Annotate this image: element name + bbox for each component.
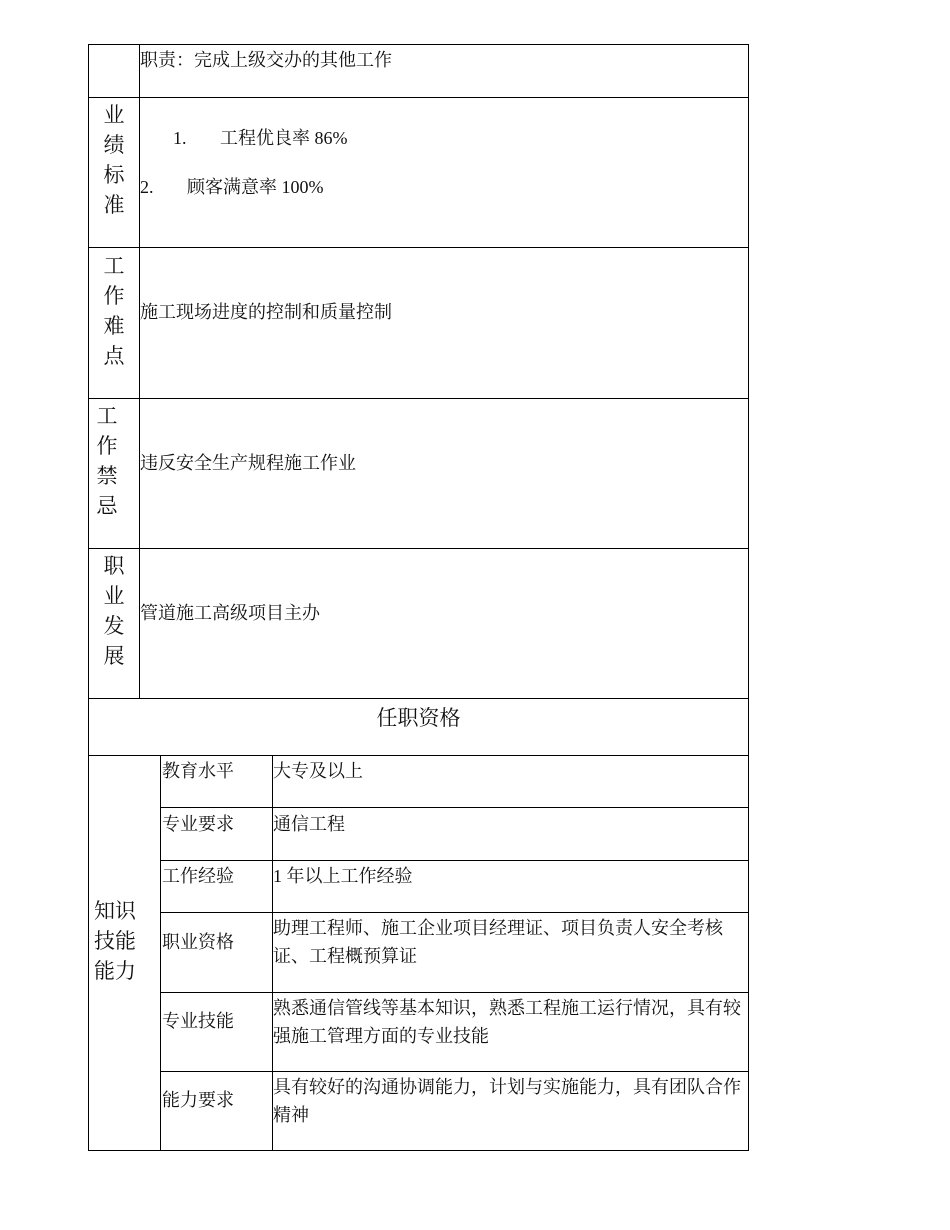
taboo-text: 违反安全生产规程施工作业: [140, 453, 356, 473]
row-divider: [160, 807, 749, 808]
ability-value: 具有较好的沟通协调能力，计划与实施能力，具有团队合作精神: [273, 1077, 741, 1125]
certification-value: 助理工程师、施工企业项目经理证、项目负责人安全考核证、工程概预算证: [273, 918, 723, 966]
table-border-top: [88, 44, 749, 45]
qualifications-heading: 任职资格: [376, 706, 461, 730]
difficulty-label: 工作难点: [103, 254, 125, 368]
row-divider: [88, 755, 749, 756]
table-border-bottom: [88, 1150, 749, 1151]
career-label: 职业发展: [103, 554, 125, 668]
major-label: 专业要求: [162, 814, 234, 834]
performance-item-2-number: 2.: [140, 177, 154, 197]
education-label: 教育水平: [162, 761, 234, 781]
career-text: 管道施工高级项目主办: [140, 603, 320, 623]
row-divider: [160, 992, 749, 993]
row-divider: [160, 860, 749, 861]
row-divider: [88, 247, 749, 248]
ability-label: 能力要求: [162, 1090, 234, 1110]
duty-text: 职责：完成上级交办的其他工作: [140, 50, 392, 70]
performance-item-1-text: 工程优良率 86%: [220, 128, 348, 148]
group-column-divider: [160, 755, 161, 1151]
knowledge-skills-label: 知识技能能力: [94, 899, 136, 983]
performance-label: 业绩标准: [103, 103, 125, 217]
performance-item-1-number: 1.: [173, 128, 187, 148]
experience-label: 工作经验: [162, 866, 234, 886]
row-divider: [160, 912, 749, 913]
performance-item-2-text: 顾客满意率 100%: [187, 177, 324, 197]
difficulty-text: 施工现场进度的控制和质量控制: [140, 302, 392, 322]
table-border-right: [748, 44, 749, 1151]
row-divider: [88, 698, 749, 699]
professional-skills-value: 熟悉通信管线等基本知识，熟悉工程施工运行情况，具有较强施工管理方面的专业技能: [273, 998, 741, 1046]
row-divider: [88, 97, 749, 98]
experience-value: 1 年以上工作经验: [273, 866, 413, 886]
professional-skills-label: 专业技能: [162, 1011, 234, 1031]
certification-label: 职业资格: [162, 932, 234, 952]
taboo-label: 工作禁忌: [96, 404, 118, 518]
education-value: 大专及以上: [273, 761, 363, 781]
row-divider: [88, 398, 749, 399]
table-border-left: [88, 44, 89, 1151]
row-divider: [88, 548, 749, 549]
major-value: 通信工程: [273, 814, 345, 834]
row-divider: [160, 1071, 749, 1072]
